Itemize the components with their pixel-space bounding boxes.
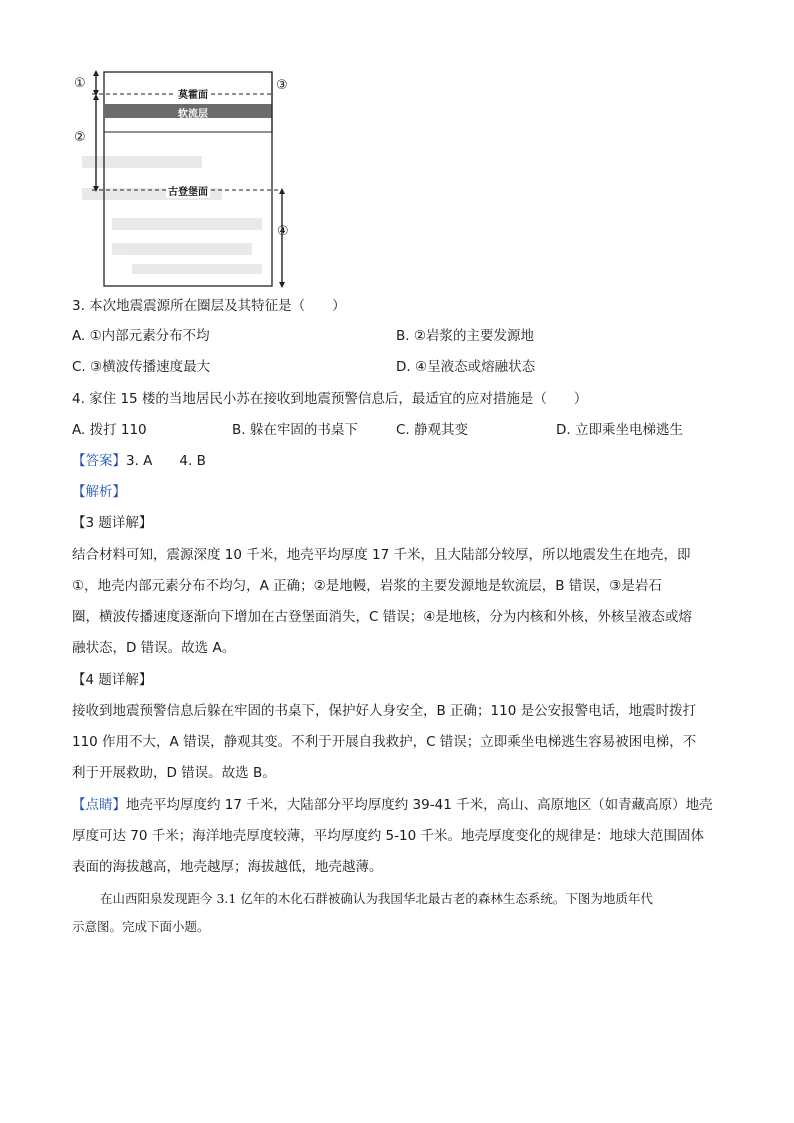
detail4-line-2: 110 作用不大，A 错误，静观其变。不利于开展自我救护，C 错误；立即乘坐电梯逃生容易被困电梯，不 [72, 734, 697, 750]
q3-option-a: A. ①内部元素分布不均 [72, 328, 210, 344]
q3-option-d: D. ④呈液态或熔融状态 [396, 359, 536, 375]
detail4-line-3: 利于开展救助，D 错误。故选 B。 [72, 765, 276, 781]
answer-tag: 【答案】 [72, 453, 126, 469]
tips-tag: 【点睛】 [72, 797, 126, 813]
bg-scribble-3 [112, 218, 262, 230]
detail4-line-1: 接收到地震预警信息后躲在牢固的书桌下，保护好人身安全，B 正确；110 是公安报警电话，地震时拨打 [72, 703, 697, 719]
earth-layers-svg [72, 68, 292, 290]
label-circle-2: ② [74, 130, 86, 145]
earth-layers-diagram [72, 68, 292, 290]
label-gutenberg: 古登堡面 [166, 183, 210, 198]
detail3-line-4: 融状态，D 错误。故选 A。 [72, 640, 236, 656]
label-moho: 莫霍面 [176, 86, 210, 101]
tips-line-2: 厚度可达 70 千米；海洋地壳厚度较薄，平均厚度约 5-10 千米。地壳厚度变化的规律是：地球大范围固体 [72, 828, 704, 844]
answer-text: 3. A 4. B [126, 453, 206, 469]
tips-line-1 [72, 795, 713, 815]
tips-text-1: 地壳平均厚度约 17 千米，大陆部分平均厚度约 39-41 千米，高山、高原地区（如青藏高原）地壳 [126, 797, 713, 813]
q4-option-a: A. 拨打 110 [72, 422, 147, 438]
q3-stem: 3. 本次地震震源所在圈层及其特征是（ ） [72, 298, 346, 314]
bg-scribble-1 [82, 156, 202, 168]
label-circle-4: ④ [277, 224, 289, 239]
detail3-line-2: ①，地壳内部元素分布不均匀，A 正确；②是地幔，岩浆的主要发源地是软流层，B 错误，③是岩石 [72, 578, 662, 594]
label-circle-3: ③ [276, 78, 288, 93]
q3-option-b: B. ②岩浆的主要发源地 [396, 328, 534, 344]
next-material-line-2: 示意图。完成下面小题。 [72, 919, 210, 934]
tips-line-3: 表面的海拔越高，地壳越厚；海拔越低，地壳越薄。 [72, 859, 383, 875]
analysis-tag: 【解析】 [72, 484, 126, 500]
detail4-tag: 【4 题详解】 [72, 672, 153, 688]
label-circle-1: ① [74, 76, 86, 91]
answer-line [72, 451, 206, 471]
next-material-line-1: 在山西阳泉发现距今 3.1 亿年的木化石群被确认为我国华北最古老的森林生态系统。下图为地质年代 [100, 891, 653, 906]
bg-scribble-4 [112, 243, 252, 255]
bg-scribble-5 [132, 264, 262, 274]
label-asthenosphere: 软流层 [178, 109, 208, 120]
q4-option-b: B. 躲在牢固的书桌下 [232, 422, 358, 438]
detail3-tag: 【3 题详解】 [72, 515, 153, 531]
q4-option-c: C. 静观其变 [396, 422, 469, 438]
detail3-line-3: 圈，横波传播速度逐渐向下增加在古登堡面消失，C 错误；④是地核，分为内核和外核，外核呈液态或熔 [72, 609, 692, 625]
q4-stem: 4. 家住 15 楼的当地居民小苏在接收到地震预警信息后，最适宜的应对措施是（ ） [72, 391, 588, 407]
q4-option-d: D. 立即乘坐电梯逃生 [556, 422, 683, 438]
q3-option-c: C. ③横波传播速度最大 [72, 359, 211, 375]
detail3-line-1: 结合材料可知，震源深度 10 千米，地壳平均厚度 17 千米，且大陆部分较厚，所以地震发生在地壳，即 [72, 547, 691, 563]
